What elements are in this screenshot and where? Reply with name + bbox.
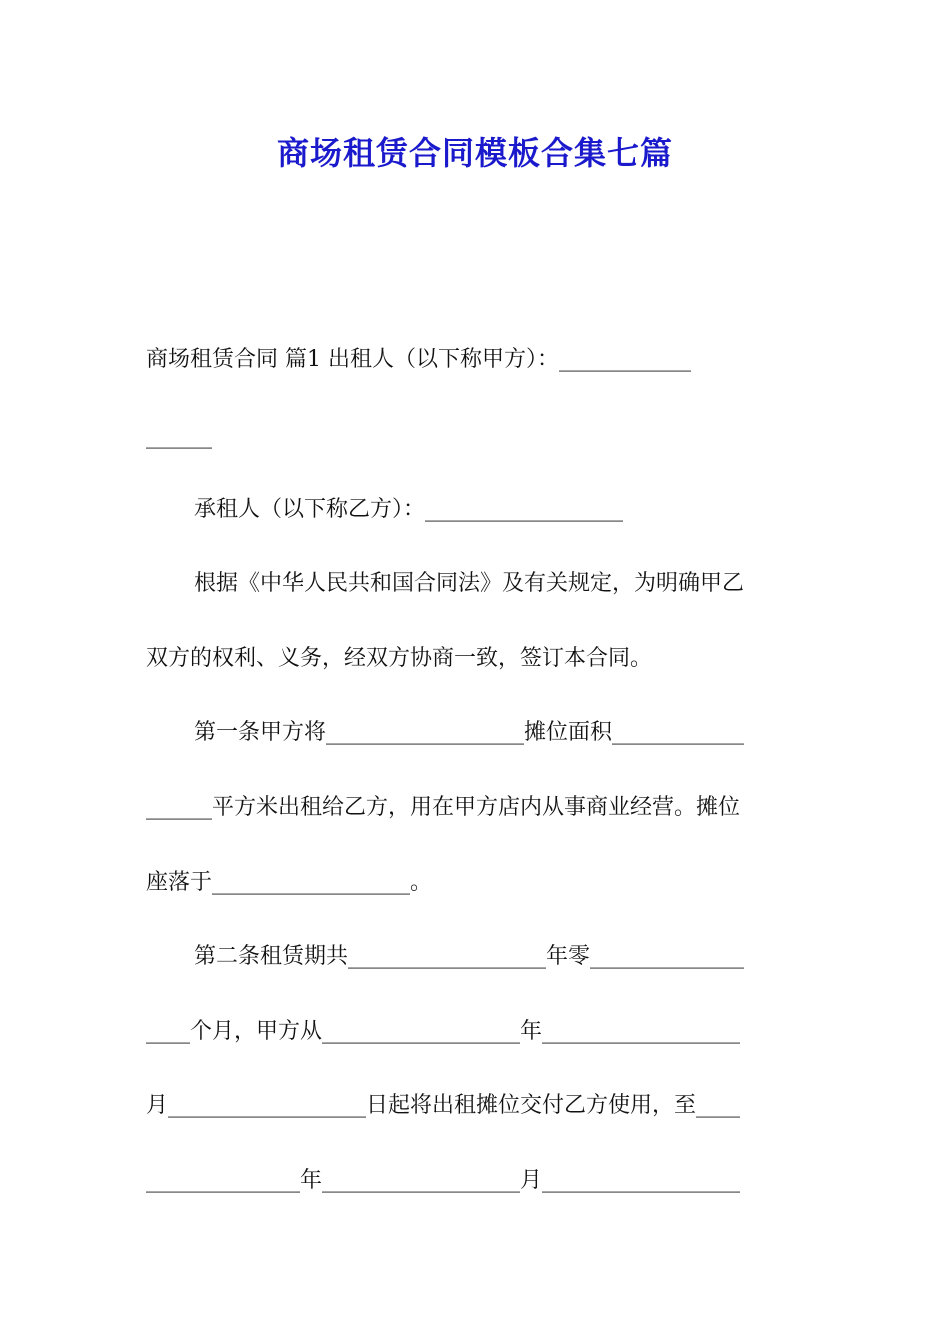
paragraph-line: 月__________________日起将出租摊位交付乙方使用，至____: [146, 1093, 741, 1118]
paragraph-line: 双方的权利、义务，经双方协商一致，签订本合同。: [146, 646, 653, 671]
paragraph-line: 第二条租赁期共__________________年零______________: [194, 944, 745, 969]
document-title: 商场租赁合同模板合集七篇: [276, 134, 673, 172]
paragraph-line: ______: [146, 424, 212, 449]
paragraph-line: 商场租赁合同 篇1 出租人（以下称甲方）：____________: [146, 347, 691, 372]
paragraph-line: 座落于__________________。: [146, 870, 433, 895]
paragraph-line: 根据《中华人民共和国合同法》及有关规定，为明确甲乙: [194, 571, 745, 596]
paragraph-line: 第一条甲方将__________________摊位面积____________: [194, 720, 745, 745]
paragraph-line: ______________年__________________月__________________: [146, 1168, 741, 1193]
paragraph-line: ____个月，甲方从__________________年__________________: [146, 1019, 741, 1044]
paragraph-line: ______平方米出租给乙方，用在甲方店内从事商业经营。摊位: [146, 795, 741, 820]
paragraph-line: 承租人（以下称乙方）：__________________: [194, 497, 624, 522]
